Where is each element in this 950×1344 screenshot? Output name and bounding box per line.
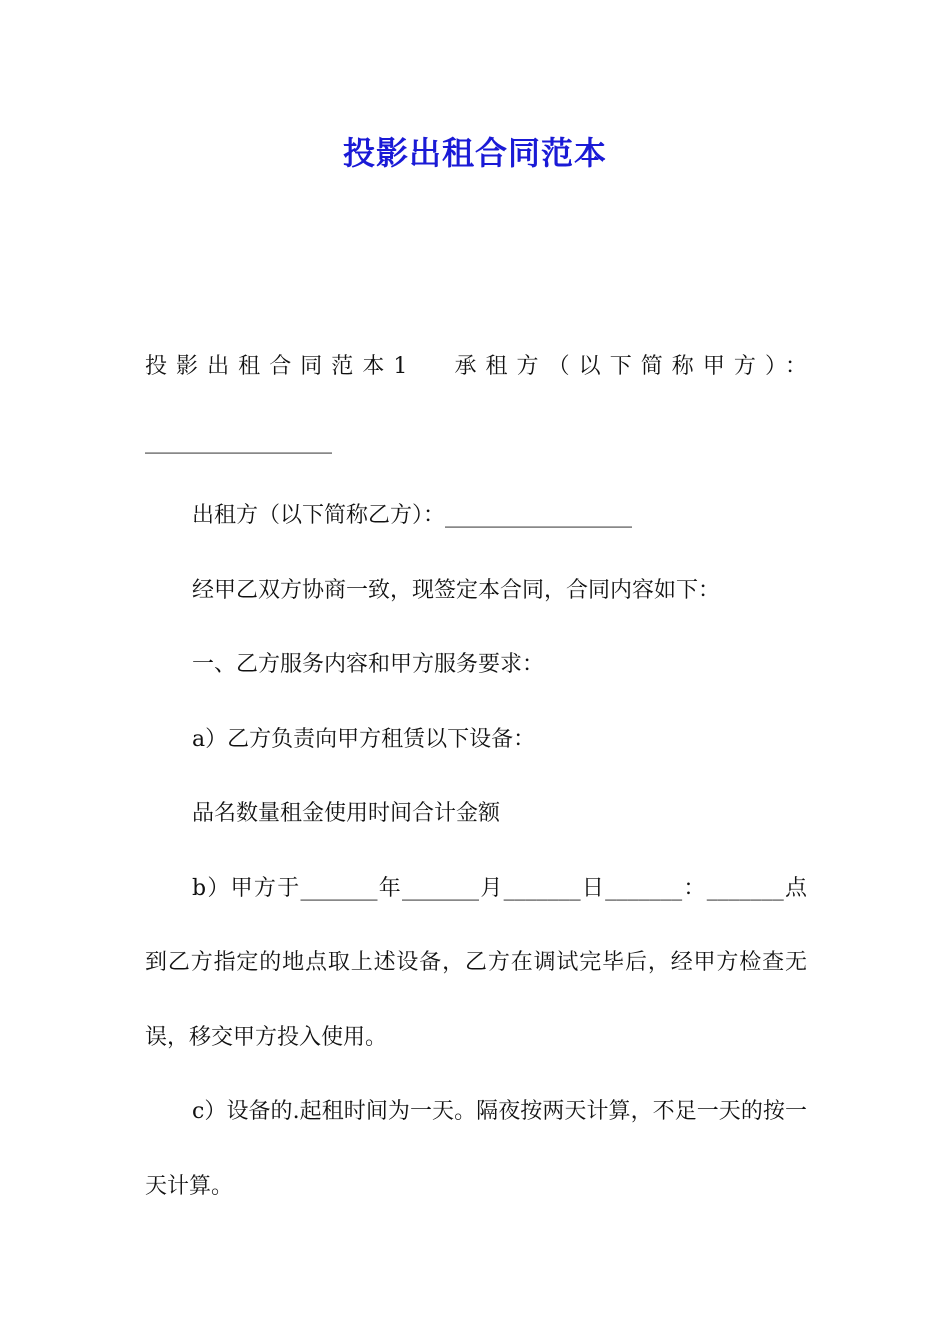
- clause-b: b）甲方于_______年_______月_______日_______：_______点到乙方指定的地点取上述设备，乙方在调试完毕后，经甲方检查无误，移交甲方投入使用。: [145, 875, 807, 1050]
- opening-paragraph: [145, 330, 807, 479]
- contract-body: [145, 330, 807, 1224]
- section-one-heading: 一、乙方服务内容和甲方服务要求：: [192, 652, 545, 677]
- agreement-paragraph: 经甲乙双方协商一致，现签定本合同，合同内容如下：: [192, 577, 721, 603]
- clause-a: a）乙方负责向甲方租赁以下设备：: [192, 726, 536, 752]
- clause-c: c）设备的.起租时间为一天。隔夜按两天计算，不足一天的按一天计算。: [145, 1099, 807, 1199]
- section-heading: 投影出租合同范本1: [145, 354, 408, 379]
- lessee-line: 承租方（以下简称甲方）：___________: [145, 354, 807, 454]
- equipment-table-header: 品名数量租金使用时间合计金额: [192, 801, 501, 826]
- document-title: 投影出租合同范本: [342, 134, 607, 172]
- lessor-paragraph: 出租方（以下简称乙方）：_________________: [192, 503, 633, 528]
- lessee-blank-continuation: ______: [266, 428, 332, 454]
